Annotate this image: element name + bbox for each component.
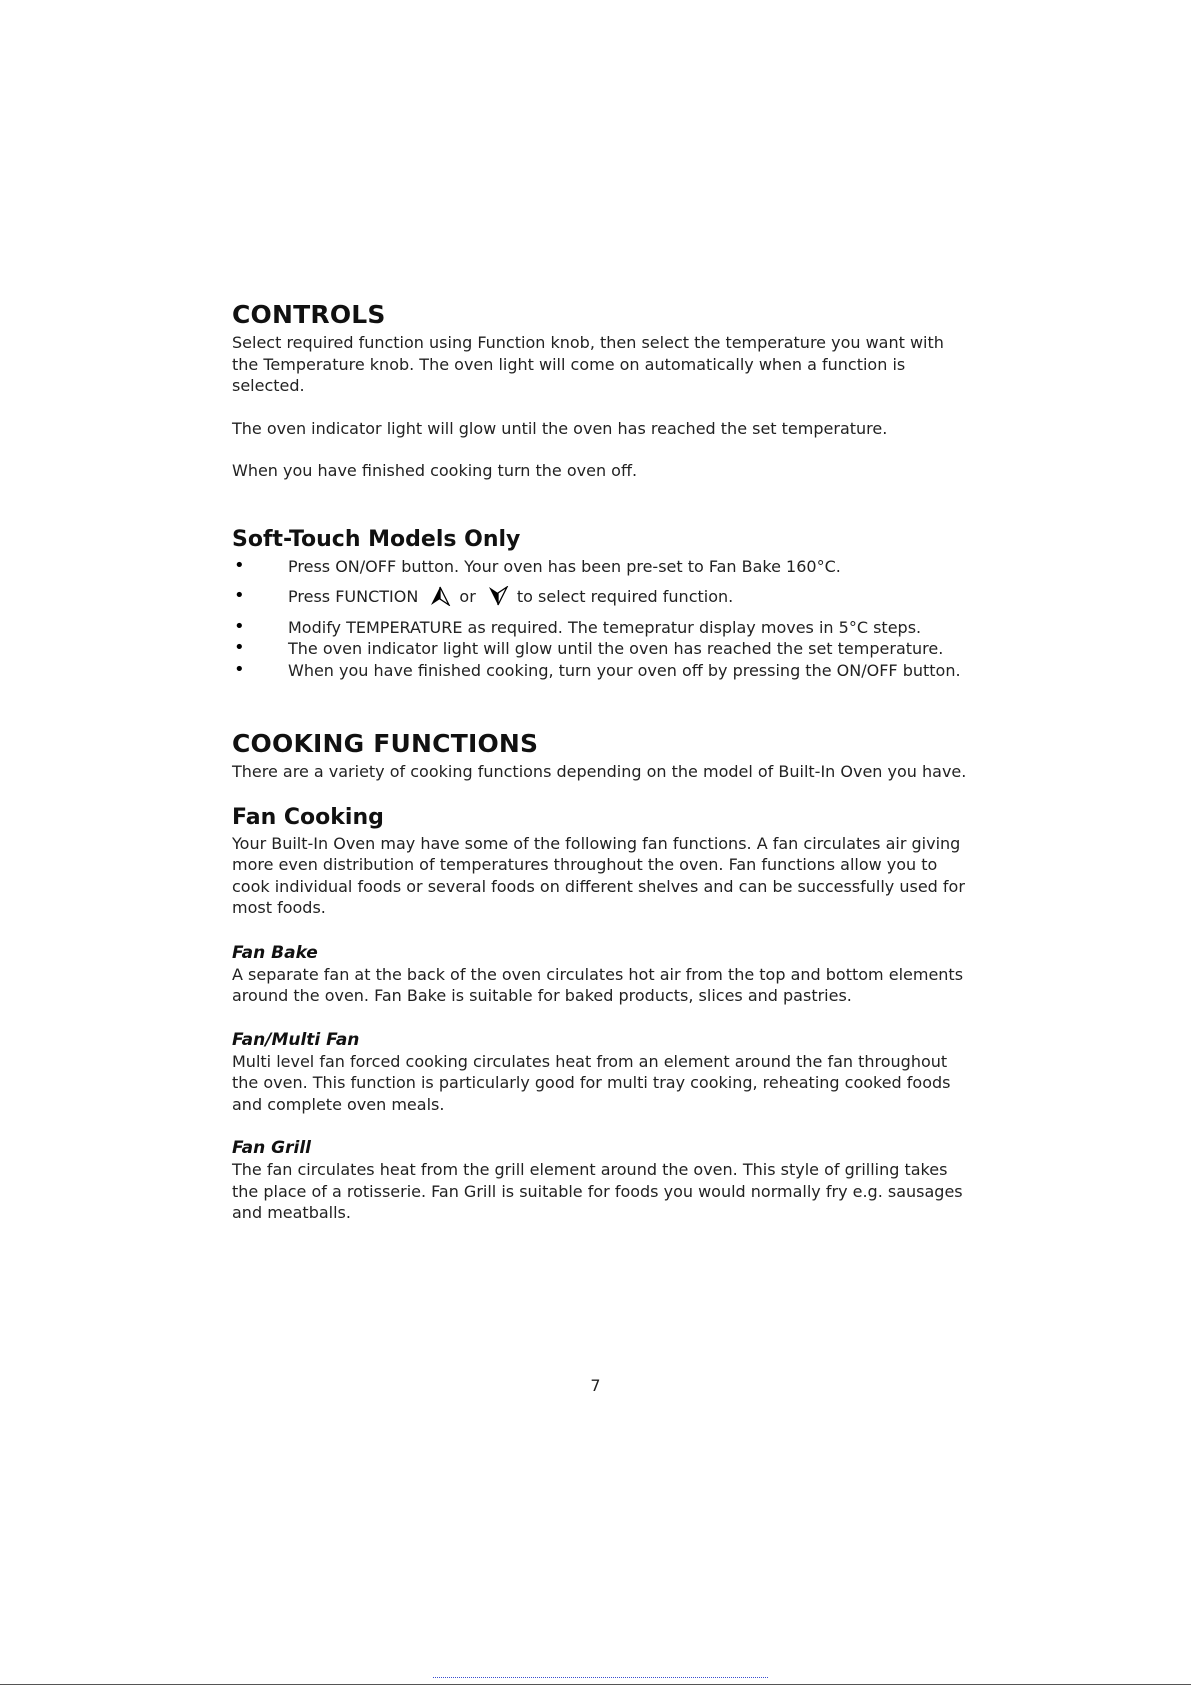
bullet-icon: •	[234, 585, 245, 606]
fan-multi-heading: Fan/Multi Fan	[232, 1029, 360, 1050]
fan-bake-heading: Fan Bake	[232, 942, 318, 963]
list-item-text: Modify TEMPERATURE as required. The temepratur display moves in 5°C steps.	[288, 617, 922, 637]
list-item	[232, 617, 972, 639]
soft-touch-list	[232, 556, 972, 682]
list-item-text: Press ON/OFF button. Your oven has been pre-set to Fan Bake 160°C.	[288, 556, 841, 576]
fan-grill-heading: Fan Grill	[232, 1138, 311, 1158]
list-item-text: The oven indicator light will glow until the oven has reached the set temperature.	[288, 639, 944, 658]
list-item-text: When you have finished cooking, turn your oven off by pressing the ON/OFF button.	[288, 660, 961, 680]
controls-paragraph-1: Select required function using Function knob, then select the temperature you want with the Temperature knob. The oven light will come on automatically when a function is selected.	[232, 333, 944, 395]
cooking-functions-intro: There are a variety of cooking functions depending on the model of Built-In Oven you have.	[232, 762, 967, 781]
page-number: 7	[590, 1376, 601, 1395]
footer-link-underline	[433, 1677, 768, 1678]
list-item	[232, 586, 972, 612]
list-item	[232, 556, 972, 578]
fan-cooking-heading: Fan Cooking	[232, 804, 384, 830]
bullet-icon: •	[234, 658, 245, 680]
cooking-functions-heading: COOKING FUNCTIONS	[232, 729, 539, 758]
soft-touch-heading: Soft-Touch Models Only	[232, 526, 521, 552]
page-content	[232, 298, 972, 1224]
bullet-icon: •	[234, 615, 245, 637]
fan-grill-body: The fan circulates heat from the grill element around the oven. This style of grilling takes the place of a rotisserie. Fan Grill is suitable for foods you would normally fry e.g. sausages and meatballs.	[232, 1160, 963, 1222]
controls-paragraph-3: When you have finished cooking turn the oven off.	[232, 461, 638, 480]
fan-bake-body: A separate fan at the back of the oven circulates hot air from the top and bottom elements around the oven. Fan Bake is suitable for baked products, slices and pastries.	[232, 964, 964, 1005]
list-item-text-after: to select required function.	[516, 587, 734, 606]
fan-cooking-body: Your Built-In Oven may have some of the following fan functions. A fan circulates air giving more even distribution of temperatures throughout the oven. Fan functions allow you to cook individual foods or several foods on different shelves and can be successfully used for most foods.	[232, 833, 965, 917]
list-item	[232, 660, 972, 682]
arrow-up-icon	[429, 586, 451, 612]
controls-heading: CONTROLS	[232, 300, 386, 329]
list-item	[232, 638, 972, 660]
bullet-icon: •	[234, 637, 245, 658]
bullet-icon: •	[234, 554, 245, 576]
fan-multi-body: Multi level fan forced cooking circulates heat from an element around the fan throughout the oven. This function is particularly good for multi tray cooking, reheating cooked foods and complete oven meals.	[232, 1051, 951, 1114]
list-item-text-before: Press FUNCTION	[288, 587, 419, 606]
arrow-down-icon	[487, 586, 509, 612]
controls-paragraph-2: The oven indicator light will glow until the oven has reached the set temperature.	[232, 418, 888, 438]
list-item-text-or: or	[459, 587, 476, 606]
